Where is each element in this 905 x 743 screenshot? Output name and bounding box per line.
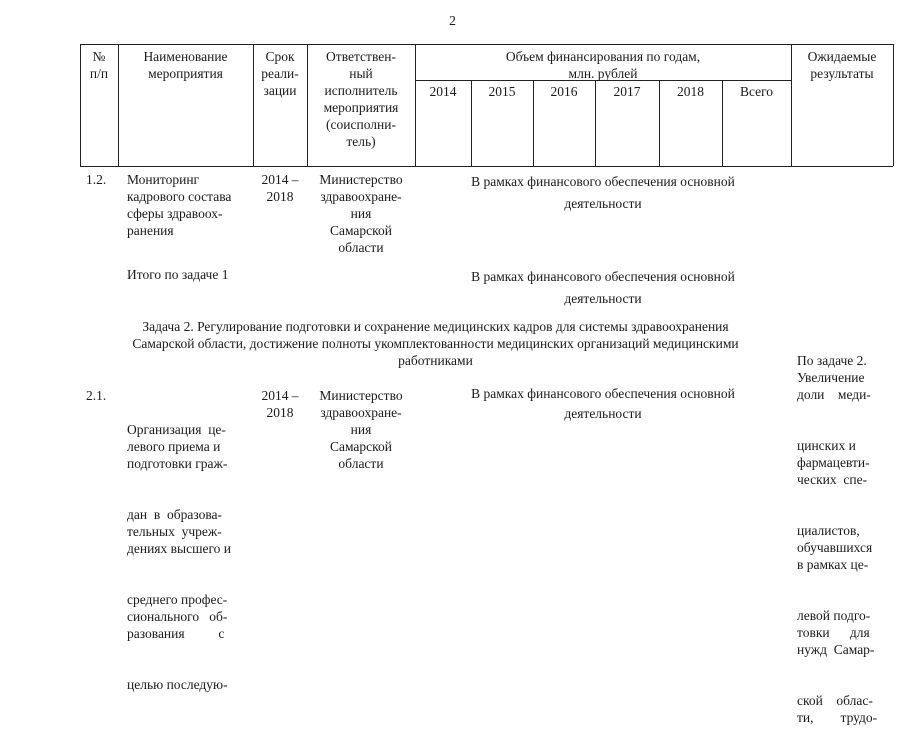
header-term: Срок реали- зации: [261, 49, 299, 98]
page-number: 2: [449, 14, 456, 29]
header-year-2016: 2016: [550, 84, 578, 99]
header-year-2014: 2014: [429, 84, 457, 99]
row-1-2-term: 2014 – 2018: [261, 172, 299, 204]
header-num: № п/п: [89, 49, 109, 81]
row-2-1-name: Организация це- левого приема и подготовки граж- дан в образова- тельных учреж- дениях высшего и среднего профес- сионального об- разования с целью последую-: [127, 422, 232, 692]
row-2-1-executor: Министерство здравоохране- ния Самарской области: [319, 388, 403, 471]
row-1-2-executor: Министерство здравоохране- ния Самарской области: [319, 172, 403, 255]
row-2-1-term: 2014 – 2018: [261, 388, 299, 420]
header-executor: Ответствен- ный исполнитель мероприятия (соисполни- тель): [323, 49, 399, 149]
header-total: Всего: [739, 84, 774, 99]
header-year-2015: 2015: [488, 84, 516, 99]
task-2-title: Задача 2. Регулирование подготовки и сохранение медицинских кадров для системы здравоохранения Самарской области, достижение полноты укомплектованности медицинских организаций медицинскими работниками: [132, 319, 739, 368]
header-funding: Объем финансирования по годам, млн. рублей: [505, 49, 701, 81]
header-year-2018: 2018: [677, 84, 704, 99]
header-results: Ожидаемые результаты: [807, 49, 877, 81]
header-name: Наименование мероприятия: [143, 49, 228, 81]
total-task-1-funding: В рамках финансового обеспечения основной деятельности: [471, 269, 735, 306]
row-1-2-num: 1.2.: [86, 172, 107, 187]
row-1-2-name: Мониторинг кадрового состава сферы здравоох- ранения: [127, 172, 232, 238]
row-2-1-funding: В рамках финансового обеспечения основной деятельности: [471, 386, 735, 421]
total-task-1-label: Итого по задаче 1: [127, 267, 229, 282]
row-2-1-num: 2.1.: [86, 388, 107, 403]
row-1-2-funding: В рамках финансового обеспечения основной деятельности: [471, 174, 735, 211]
task-2-results: По задаче 2. Увеличение доли меди- цинских и фармацевти- ческих спе- циалистов, обучавшихся в рамках це- левой подго- товки для нужд Самар- ской облас- ти, трудо-: [797, 353, 878, 725]
header-year-2017: 2017: [613, 84, 641, 99]
